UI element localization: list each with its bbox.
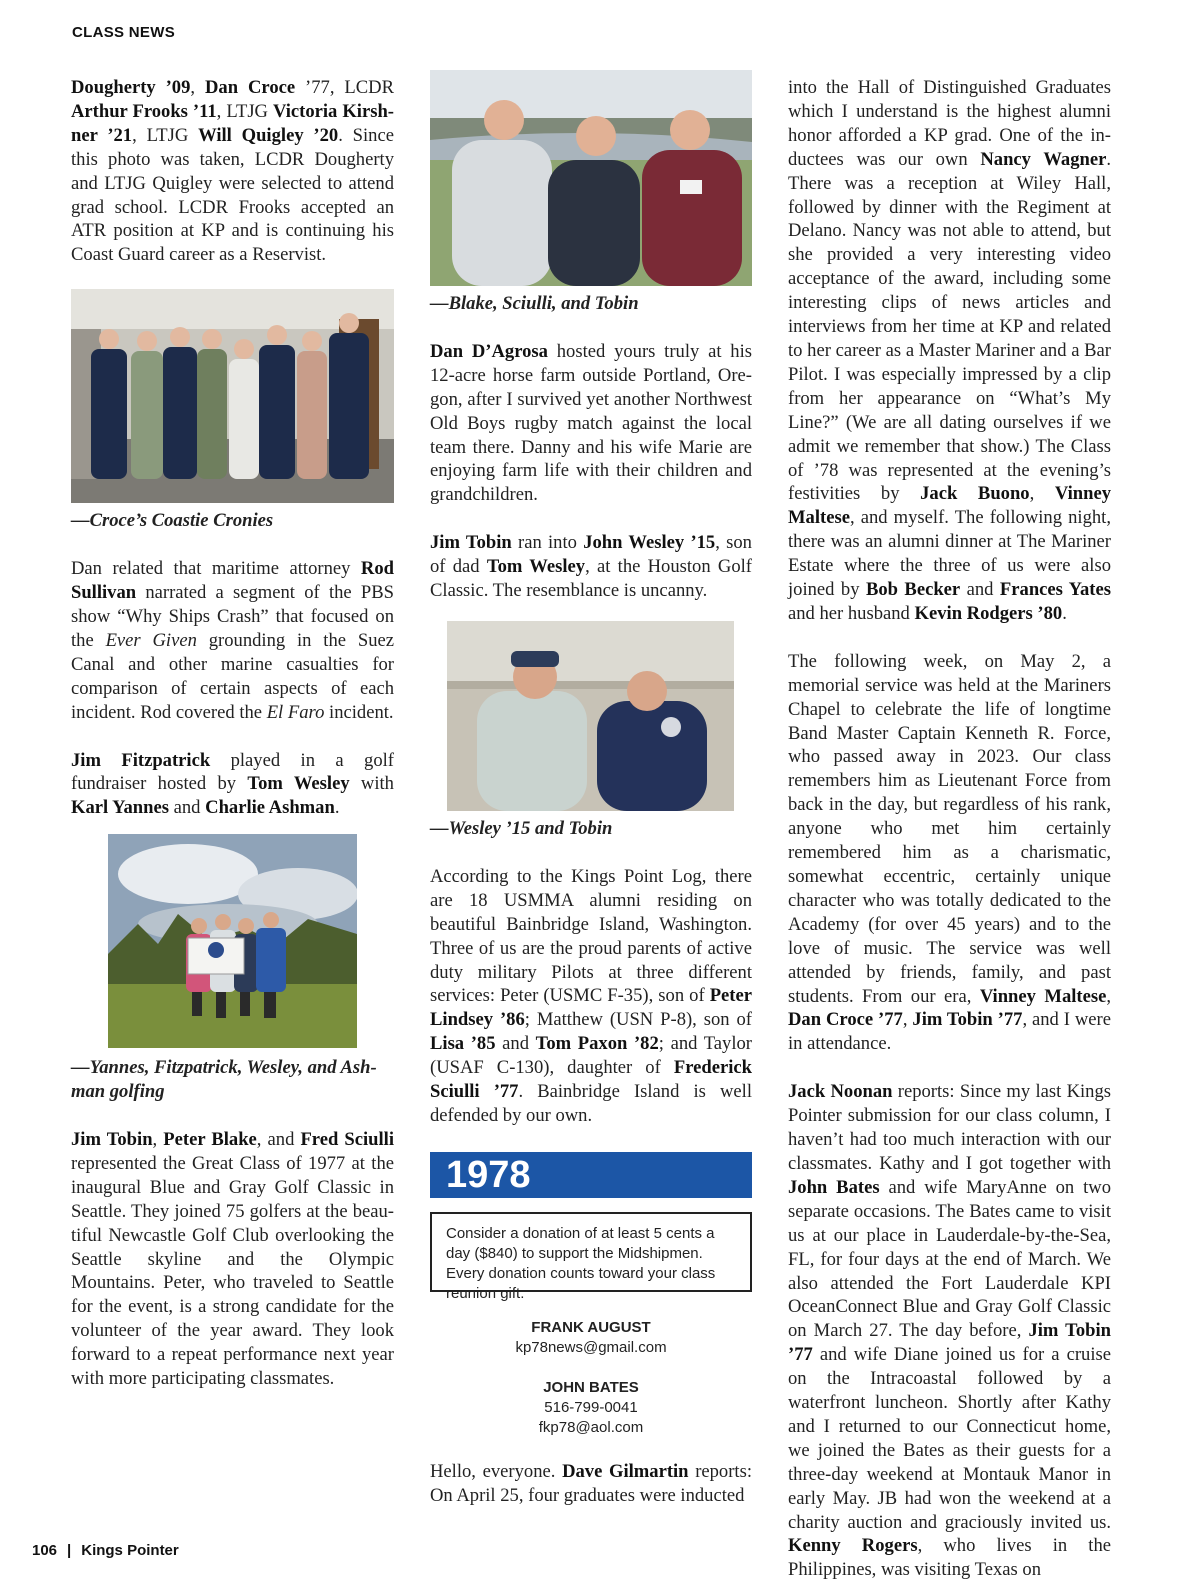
paragraph-memorial: The following week, on May 2, a memorial service was held at the Mariners Chapel to celebrate the life of longtime Band Master Captain Kenneth R. Force, who passed away in 2023. Our class remembers him as Lieutenant Force from back in the day, but regardless of his rank, anyone who met him certainly remembered him as a charismatic, somewhat eccentric, certainly unique character who was totally dedicated to the Academy (for over 45 years) and to the love of music. The service was well attended by friends, family, and past students. From our era, Vinney Maltese, Dan Croce ’77, Jim Tobin ’77, and I were in attendance. bbox=[788, 650, 1111, 1055]
caption-blake-sciulli-tobin: —Blake, Sciulli, and Tobin bbox=[430, 293, 639, 314]
contact-phone-bates[interactable]: 516-799-0041 bbox=[544, 1398, 638, 1416]
contact-name-bates: JOHN BATES bbox=[543, 1378, 639, 1396]
column-2 bbox=[430, 70, 752, 1508]
class-year-banner: 1978 bbox=[430, 1152, 752, 1198]
donation-notice: Consider a donation of at least 5 cents a day ($840) to support the Midshipmen. Every donation counts toward your class reunion gift. bbox=[430, 1212, 752, 1292]
photo-coastie-group bbox=[71, 289, 394, 503]
class-contacts bbox=[430, 1318, 752, 1438]
paragraph-frooks: Dougherty ’09, Dan Croce ’77, LCDR Arthur Frooks ’11, LTJG Victoria Kirshner ’21, LTJG Will Quigley ’20. Since this photo was taken, LCDR Dougherty and LTJG Quigley were selected to attend grad school. LCDR Frooks accepted an ATR position at KP and is continuing his Coast Guard career as a Reservist. bbox=[71, 77, 394, 266]
footer-separator: | bbox=[67, 1542, 72, 1559]
contact-email-bates[interactable]: fkp78@aol.com bbox=[538, 1418, 644, 1436]
photo-blake-sciulli-tobin bbox=[430, 70, 752, 286]
section-header: CLASS NEWS bbox=[72, 24, 176, 41]
contact-email-august[interactable]: kp78news@gmail.com bbox=[515, 1338, 667, 1356]
page-number: 106 bbox=[32, 1542, 58, 1559]
page-footer bbox=[32, 1542, 179, 1559]
publication-name: Kings Pointer bbox=[81, 1542, 179, 1559]
paragraph-hall-of-graduates: into the Hall of Distinguished Graduates which I understand is the highest alumni honor afforded a KP grad. One of the inductees was our own Nancy Wagner. There was a reception at Wiley Hall, followed by dinner with the Regiment at Delano. Nancy was not able to attend, but she provided a very interesting video acceptance of the award, including some interesting clips of news articles and interviews from her time at KP and related to her career as a Master Mariner and a Bar Pilot. I was especially impressed by a clip from her appearance on “What’s My Line?” (We are all dating ourselves if we admit we remember that show.) The Class of ’78 was represented at the evening’s festivities by Jack Buono, Vinney Maltese, and myself. The following night, there was an alumni dinner at The Mariner Estate where the three of us were also joined by Bob Becker and Frances Yates and her husband Kevin Rodgers ’80. bbox=[788, 77, 1112, 624]
paragraph-dagrosa: Dan D’Agrosa hosted yours truly at his 12-acre horse farm outside Portland, Oregon, after I survived yet another Northwest Old Boys rugby match against the local team there. Danny and his wife Marie are enjoying farm life with their children and grandchildren. bbox=[430, 340, 752, 506]
paragraph-blue-gray-golf: Jim Tobin, Peter Blake, and Fred Sciulli represented the Great Class of 1977 at the inaugural Blue and Gray Golf Classic in Seattle. They joined 75 golfers at the beautiful Newcastle Golf Club overlooking the Seattle skyline and the Olympic Mountains. Peter, who traveled to Seattle for the event, is a strong candidate for the volunteer of the year award. They look forward to a repeat performance next year with more participating classmates. bbox=[71, 1129, 394, 1390]
paragraph-sullivan: Dan related that maritime attorney Rod Sullivan narrated a segment of the PBS show “Why Ships Crash” that focused on the Ever Given grounding in the Suez Canal and other marine casualties for comparison of certain aspects of each incident. Rod covered the El Faro incident. bbox=[71, 558, 394, 723]
caption-wesley-tobin: —Wesley ’15 and Tobin bbox=[430, 817, 613, 839]
caption-coastie-cronies: —Croce’s Coastie Cronies bbox=[71, 510, 274, 532]
photo-wesley-tobin bbox=[447, 621, 734, 811]
photo-golfers bbox=[108, 834, 357, 1048]
paragraph-fitzpatrick: Jim Fitzpatrick played in a golf fundraiser hosted by Tom Wesley with Karl Yannes and Charlie Ashman. bbox=[71, 749, 394, 819]
contact-name-august: FRANK AUGUST bbox=[531, 1318, 651, 1336]
caption-golfing: —Yannes, Fitzpatrick, Wesley, and Ashman golfing bbox=[71, 1057, 377, 1103]
paragraph-noonan: Jack Noonan reports: Since my last Kings Pointer submission for our class column, I haven’t had too much interaction with our classmates. Kathy and I got together with John Bates and wife MaryAnne on two separate occasions. The Bates came to visit us at our place in Lauderdale-by-the-Sea, FL, for four days at the end of March. We also attended the Fort Lauderdale KPI OceanConnect Blue and Gray Golf Classic on March 27. The day before, Jim Tobin ’77 and wife Diane joined us for a cruise on the Intracoastal followed by a waterfront luncheon. Shortly after Kathy and I returned to our Connecticut home, we joined the Bates as their guests for a three-day weekend at Montauk Manor in early May. JB had won the weekend at a charity auction and graciously invited us. Kenny Rogers, who lives in the Philippines, was visiting Texas on bbox=[788, 1081, 1112, 1581]
column-3 bbox=[788, 76, 1111, 1582]
paragraph-bainbridge: According to the Kings Point Log, there are 18 USMMA alumni residing on beautiful Bainbridge Island, Washington. Three of us are the proud parents of active duty military Pilots at three different services: Peter (USMC F-35), son of Peter Lindsey ’86; Matthew (USN P-8), son of Lisa ’85 and Tom Paxon ’82; and Taylor (USAF C-130), daughter of Frederick Sciulli ’77. Bainbridge Island is well defended by our own. bbox=[430, 865, 752, 1126]
column-1 bbox=[71, 76, 394, 1391]
paragraph-gilmartin: Hello, everyone. Dave Gilmartin reports: On April 25, four graduates were inducted bbox=[430, 1460, 752, 1506]
paragraph-wesley: Jim Tobin ran into John Wesley ’15, son of dad Tom Wesley, at the Houston Golf Classic. The resemblance is uncanny. bbox=[430, 532, 752, 602]
